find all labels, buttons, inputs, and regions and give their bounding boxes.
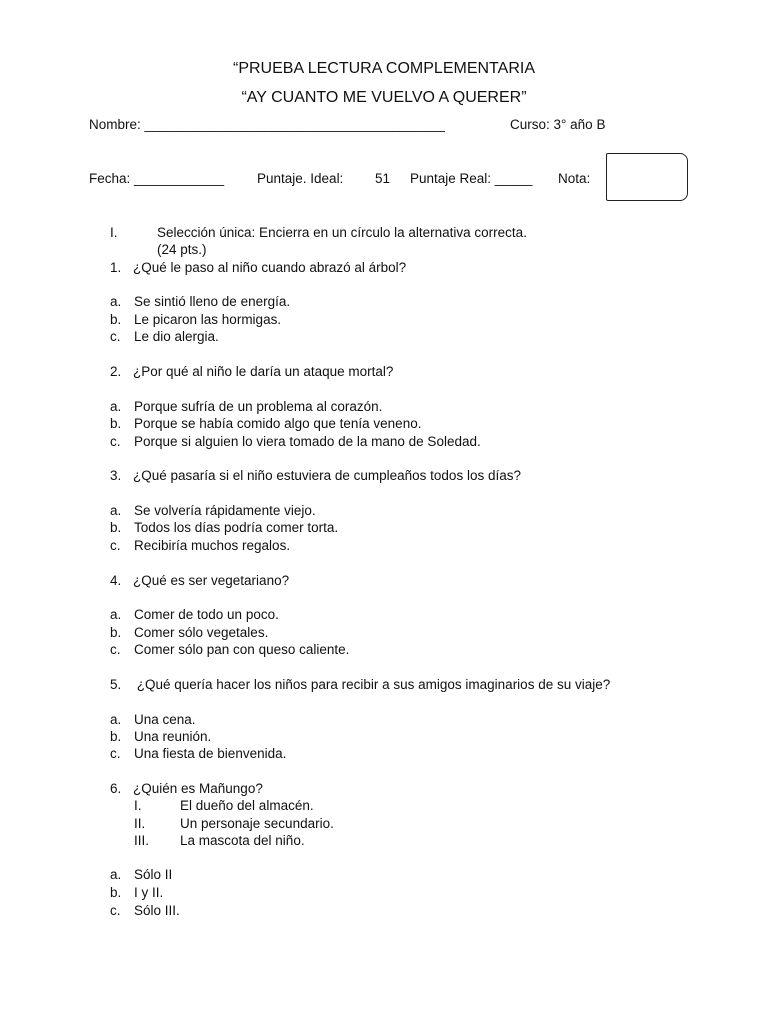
nota-label: Nota:	[558, 171, 591, 186]
option-text: I y II.	[134, 885, 164, 900]
option-text: Sólo III.	[134, 903, 180, 918]
option-letter: c.	[110, 538, 121, 553]
question-number: 2.	[110, 364, 122, 379]
option-letter: b.	[110, 416, 122, 431]
option-letter: a.	[110, 607, 122, 622]
question-text: ¿Por qué al niño le daría un ataque mortal?	[133, 364, 394, 379]
fecha-field: Fecha: ____________	[89, 171, 225, 186]
sub-option-text: La mascota del niño.	[180, 833, 305, 848]
option-letter: c.	[110, 329, 121, 344]
option-text: Una cena.	[134, 712, 196, 727]
option-text: Comer sólo vegetales.	[134, 625, 269, 640]
section-instruction: Selección única: Encierra en un círculo la alternativa correcta.	[157, 225, 527, 240]
question-number: 4.	[110, 573, 122, 588]
question-number: 6.	[110, 781, 122, 796]
option-text: Se volvería rápidamente viejo.	[134, 503, 316, 518]
document-subtitle: “AY CUANTO ME VUELVO A QUERER”	[241, 89, 527, 106]
option-text: Le dio alergia.	[134, 329, 219, 344]
option-text: Recibiría muchos regalos.	[134, 538, 291, 553]
option-letter: c.	[110, 903, 121, 918]
curso-label: Curso: 3° año B	[510, 117, 606, 132]
section-points: (24 pts.)	[157, 242, 207, 257]
option-text: Todos los días podría comer torta.	[134, 520, 339, 535]
section-number: I.	[110, 225, 118, 240]
option-letter: a.	[110, 503, 122, 518]
question-text: ¿Qué quería hacer los niños para recibir a sus amigos imaginarios de su viaje?	[133, 677, 611, 692]
nombre-field: Nombre: ________________________________________	[89, 117, 445, 132]
option-letter: b.	[110, 625, 122, 640]
question-number: 1.	[110, 260, 122, 275]
option-letter: a.	[110, 294, 122, 309]
option-letter: c.	[110, 746, 121, 761]
sub-option-text: El dueño del almacén.	[180, 798, 314, 813]
option-letter: b.	[110, 885, 122, 900]
option-letter: b.	[110, 520, 122, 535]
sub-option-marker: III.	[134, 833, 150, 848]
puntaje-ideal-label: Puntaje. Ideal:	[257, 171, 344, 186]
option-text: Se sintió lleno de energía.	[134, 294, 291, 309]
option-letter: b.	[110, 312, 122, 327]
option-text: Le picaron las hormigas.	[134, 312, 282, 327]
question-text: ¿Qué le paso al niño cuando abrazó al árbol?	[133, 260, 407, 275]
option-letter: a.	[110, 399, 122, 414]
option-text: Comer de todo un poco.	[134, 607, 279, 622]
option-text: Porque si alguien lo viera tomado de la mano de Soledad.	[134, 434, 481, 449]
nota-box	[606, 153, 688, 201]
sub-option-text: Un personaje secundario.	[180, 816, 334, 831]
option-letter: b.	[110, 729, 122, 744]
question-number: 5.	[110, 677, 122, 692]
option-letter: c.	[110, 434, 121, 449]
option-text: Porque se había comido algo que tenía veneno.	[134, 416, 422, 431]
sub-option-marker: I.	[134, 798, 142, 813]
question-text: ¿Quién es Mañungo?	[133, 781, 263, 796]
option-text: Comer sólo pan con queso caliente.	[134, 642, 350, 657]
sub-option-marker: II.	[134, 816, 146, 831]
option-text: Una fiesta de bienvenida.	[134, 746, 287, 761]
question-text: ¿Qué es ser vegetariano?	[133, 573, 290, 588]
puntaje-ideal-value: 51	[375, 171, 391, 186]
question-number: 3.	[110, 468, 122, 483]
option-text: Sólo II	[134, 867, 173, 882]
option-text: Una reunión.	[134, 729, 212, 744]
option-letter: a.	[110, 712, 122, 727]
option-letter: c.	[110, 642, 121, 657]
option-text: Porque sufría de un problema al corazón.	[134, 399, 383, 414]
puntaje-real-field: Puntaje Real: _____	[410, 171, 533, 186]
question-text: ¿Qué pasaría si el niño estuviera de cumpleaños todos los días?	[133, 468, 521, 483]
option-letter: a.	[110, 867, 122, 882]
document-title: “PRUEBA LECTURA COMPLEMENTARIA	[233, 60, 535, 77]
